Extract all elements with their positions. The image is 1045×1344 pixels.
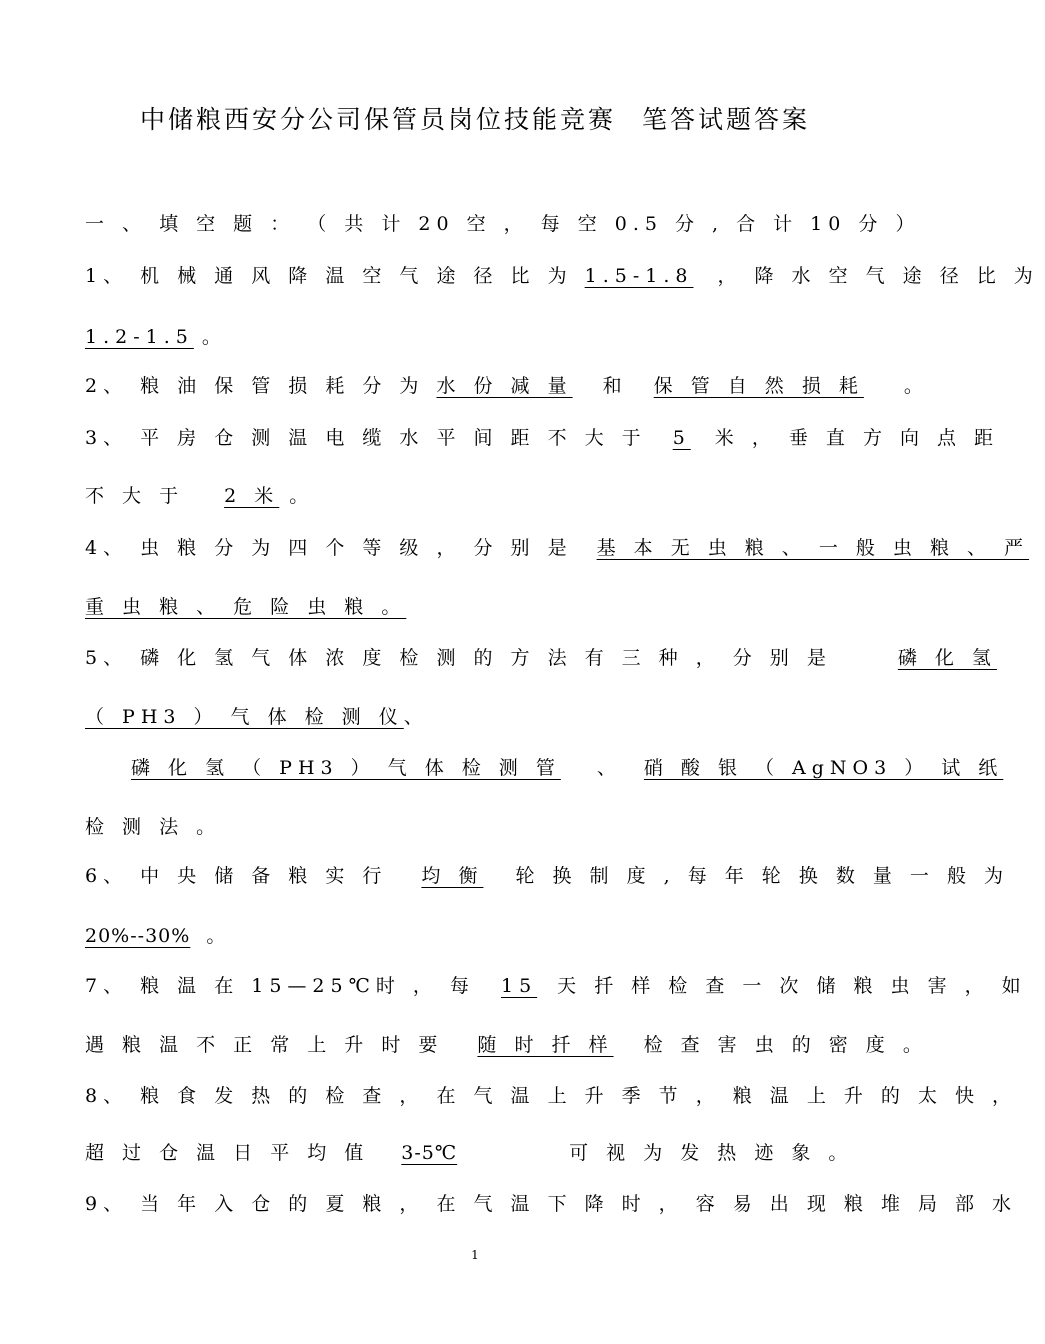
question-8-line-1: 8、 粮 食 发 热 的 检 查 ， 在 气 温 上 升 季 节 ， 粮 温 上 升 的 太 快 ， (85, 1085, 1018, 1107)
question-8-line-2: 超 过 仓 温 日 平 均 值 3-5℃ 可 视 为 发 热 迹 象 。 (85, 1142, 854, 1164)
title-sub: 笔答试题答案 (642, 105, 811, 134)
question-9-line-1: 9、 当 年 入 仓 的 夏 粮 ， 在 气 温 下 降 时 ， 容 易 出 现 粮 堆 局 部 水 (85, 1193, 1018, 1215)
answer-blank: 15 (500, 975, 538, 997)
answer-blank: 磷 化 氢 (897, 647, 997, 669)
page-title (0, 100, 950, 140)
question-5-line-1: 5、 磷 化 氢 气 体 浓 度 检 测 的 方 法 有 三 种 ， 分 别 是 磷 化 氢 (85, 647, 997, 669)
answer-blank (545, 706, 573, 728)
page-number: 1 (471, 1248, 479, 1262)
answer-blank: 2 米 (224, 485, 280, 507)
answer-blank: 1.5-1.8 (584, 265, 694, 287)
answer-blank: 均 衡 (421, 865, 484, 887)
answer-blank: 5 (672, 427, 691, 449)
title-main: 中储粮西安分公司保管员岗位技能竞赛 (139, 105, 616, 134)
question-5-line-3: 磷 化 氢 （ PH3 ） 气 体 检 测 管 、 硝 酸 银 （ AgNO3 ） 试 纸 (85, 752, 880, 784)
question-4-line-1: 4、 虫 粮 分 为 四 个 等 级 ， 分 别 是 基 本 无 虫 粮 、 一 般 虫 粮 、 严 (85, 537, 1030, 559)
answer-blank: 水 份 减 量 (436, 375, 573, 397)
question-4-line-2 (85, 591, 880, 623)
question-3-line-1: 3、 平 房 仓 测 温 电 缆 水 平 间 距 不 大 于 5 米 ， 垂 直 方 向 点 距 (85, 427, 1000, 449)
answer-blank: 硝 酸 银 （ AgNO3 ） 试 纸 (643, 757, 1004, 779)
answer-blank: 随 时 扦 样 (477, 1034, 614, 1056)
question-2-line-1: 2、 粮 油 保 管 损 耗 分 为 水 份 减 量 和 保 管 自 然 损 耗 。 (85, 375, 929, 397)
question-7-line-2: 遇 粮 温 不 正 常 上 升 时 要 随 时 扦 样 检 查 害 虫 的 密 度 。 (85, 1034, 928, 1056)
question-5-line-4: 检 测 法 。 (85, 816, 222, 838)
question-6-line-2: 20%--30% 。 (85, 925, 232, 947)
answer-blank: 3-5℃ (401, 1142, 458, 1164)
answer-blank: 20%--30% (85, 925, 191, 947)
answer-blank: 基 本 无 虫 粮 、 一 般 虫 粮 、 严 (596, 537, 1030, 559)
question-7-line-1: 7、 粮 温 在 15—25℃时 ， 每 15 天 扦 样 检 查 一 次 储 粮 虫 害 ， 如 (85, 975, 1027, 997)
answer-blank: 保 管 自 然 损 耗 (653, 375, 864, 397)
question-1-line-1: 1、 机 械 通 风 降 温 空 气 途 径 比 为 1.5-1.8 ， 降 水 空 气 途 径 比 为 (85, 265, 1039, 287)
question-3-line-2: 不 大 于 2 米 。 (85, 485, 315, 507)
answer-blank: 磷 化 氢 （ PH3 ） 气 体 检 测 管 (131, 757, 561, 779)
question-1-line-2: 1.2-1.5 。 (85, 326, 227, 348)
answer-blank: （ PH3 ） 气 体 检 测 仪 (85, 706, 404, 728)
question-5-line-2: （ PH3 ） 气 体 检 测 仪、 (85, 701, 880, 733)
question-6-line-1: 6、 中 央 储 备 粮 实 行 均 衡 轮 换 制 度 , 每 年 轮 换 数 量 一 般 为 (85, 865, 1010, 887)
answer-blank: 重 虫 粮 、 危 险 虫 粮 。 (85, 596, 407, 618)
answer-blank: 1.2-1.5 (85, 326, 194, 348)
section-heading: 一 、 填 空 题 ： （ 共 计 20 空 ， 每 空 0.5 分 , 合 计 10 分 ） (85, 213, 921, 235)
